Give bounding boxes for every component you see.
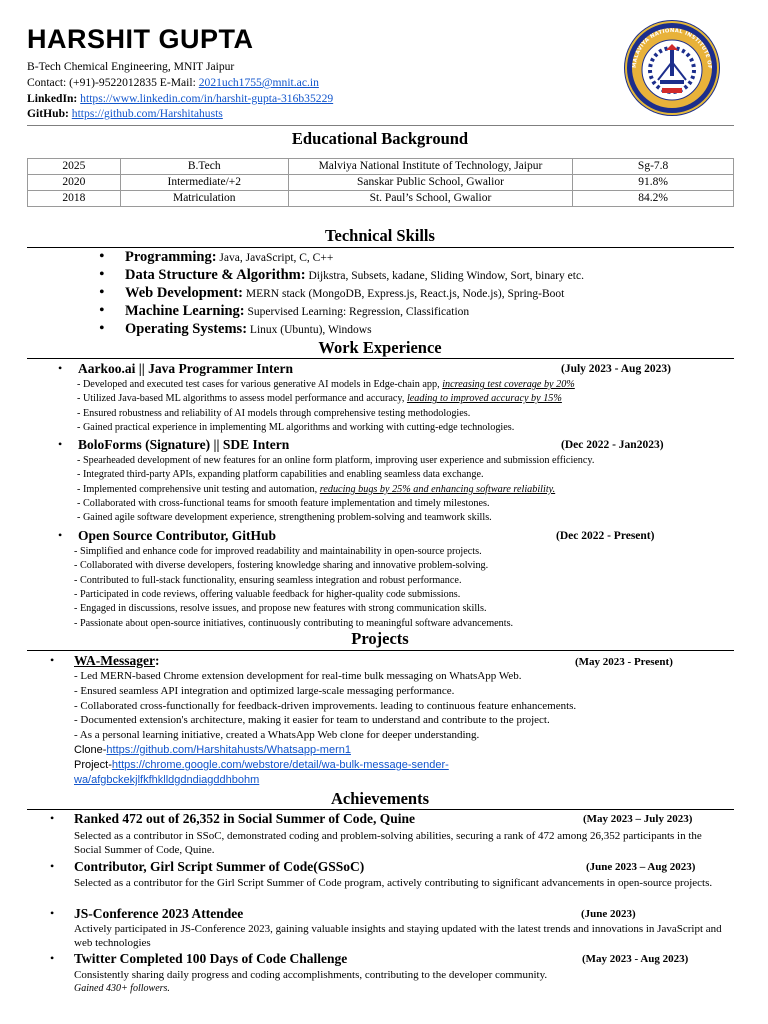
project-link[interactable]: https://chrome.google.com/webstore/detail/wa-bulk-message-sender- — [111, 759, 449, 771]
header-divider — [27, 125, 734, 126]
job-line-text: - Passionate about open-source initiatives, continuously contributing to meaningful software advancements. — [74, 617, 514, 629]
project-line: - Documented extension's architecture, making it easier for team to understand and contribute to the project. — [74, 714, 550, 727]
achievement-date: (May 2023 – July 2023) — [583, 813, 693, 825]
clone-line — [74, 743, 351, 757]
mnit-institute-seal-icon — [622, 18, 722, 118]
job-bullet-line — [77, 392, 562, 405]
achievement-bullet: • — [50, 951, 55, 965]
skill-key: Web Development: — [125, 285, 243, 301]
achievements-divider — [27, 809, 734, 810]
job-bullet-line — [77, 378, 575, 391]
clone-link[interactable]: https://github.com/Harshitahusts/Whatsapp-mern1 — [106, 744, 351, 756]
skill-text — [103, 303, 470, 319]
job-bullet-line — [77, 421, 514, 434]
education-degree-cell: Matriculation — [120, 191, 288, 207]
skill-item — [99, 266, 584, 284]
project-line: - Collaborated cross-functionally for feedback-driven improvements. leading to continuous feature enhancements. — [74, 699, 577, 712]
skill-value: Java, JavaScript, C, C++ — [216, 252, 334, 264]
project-line: - Led MERN-based Chrome extension development for real-time bulk messaging on WhatsApp Web. — [74, 670, 522, 682]
project-line: - As a personal learning initiative, created a WhatsApp Web clone for deeper understanding. — [74, 729, 480, 742]
resume-name: HARSHIT GUPTA — [27, 24, 254, 54]
github-line — [27, 106, 223, 121]
skill-text — [103, 249, 334, 265]
job-date: (Dec 2022 - Jan2023) — [561, 439, 664, 451]
skill-text — [103, 321, 372, 337]
bullet-icon: • — [99, 320, 105, 337]
job-line-text: - Developed and executed test cases for various generative AI models in Edge-chain app, — [77, 379, 443, 390]
skills-title: Technical Skills — [325, 226, 435, 245]
achievement-title: JS-Conference 2023 Attendee — [74, 906, 244, 921]
project-link-label: Project- — [74, 759, 112, 771]
education-score-cell: 84.2% — [573, 191, 734, 207]
skill-value: Dijkstra, Subsets, kadane, Sliding Window, Sort, binary etc. — [305, 270, 584, 282]
project-line: - Ensured seamless API integration and optimized large-scale messaging performance. — [74, 684, 455, 697]
github-link[interactable]: https://github.com/Harshitahusts — [71, 107, 223, 120]
achievement-date: (June 2023 – Aug 2023) — [586, 861, 696, 873]
job-line-text: - Simplified and enhance code for improved readability and maintainability in open-source projects. — [74, 546, 482, 557]
project-name-suffix: : — [154, 653, 160, 668]
job-line-text: - Engaged in discussions, resolve issues, and propose new features with strong communication skills. — [74, 603, 487, 615]
education-row — [28, 191, 734, 207]
achievement-bullet: • — [50, 859, 55, 873]
education-degree-cell: B.Tech — [120, 159, 288, 175]
achievement-title: Twitter Completed 100 Days of Code Challenge — [74, 951, 348, 966]
achievement-description: Selected as a contributor for the Girl Script Summer of Code program, actively contributing to significant advancements in open-source projects. — [74, 877, 713, 889]
projects-divider — [27, 650, 734, 651]
email-link[interactable]: 2021uch1755@mnit.ac.in — [198, 76, 319, 89]
job-bullet: • — [58, 528, 63, 542]
skill-text — [103, 285, 565, 301]
project-link-line-2 — [74, 773, 259, 787]
education-school-cell: Malviya National Institute of Technology, Jaipur — [288, 159, 573, 175]
education-row — [28, 159, 734, 175]
clone-label: Clone- — [74, 744, 107, 756]
job-title: Aarkoo.ai || Java Programmer Intern — [78, 361, 294, 376]
achievement-footnote: Gained 430+ followers. — [74, 983, 170, 994]
achievement-bullet: • — [50, 906, 55, 920]
job-line-highlight: reducing bugs by 25% and enhancing software reliability. — [319, 483, 556, 495]
education-table — [27, 158, 734, 207]
job-date: (July 2023 - Aug 2023) — [561, 363, 671, 375]
job-line-text: - Utilized Java-based ML algorithms to assess model performance and accuracy, — [77, 393, 407, 405]
education-title: Educational Background — [291, 129, 469, 148]
svg-text:MALAVIYA NATIONAL INSTITUTE OF: MALAVIYA NATIONAL INSTITUTE OF — [631, 27, 713, 70]
education-year-cell: 2020 — [28, 175, 121, 191]
bullet-icon: • — [99, 266, 105, 283]
achievement-description: Consistently sharing daily progress and coding accomplishments, contributing to the developer community. — [74, 969, 548, 981]
project-link-continued[interactable]: wa/afgbckekjlfkfhklldgdndiagddhbohm — [74, 774, 260, 786]
job-line-text: - Participated in code reviews, offering valuable feedback for higher-quality code submissions. — [74, 588, 461, 600]
linkedin-link[interactable]: https://www.linkedin.com/in/harshit-gupta-316b35229 — [80, 92, 334, 105]
skill-item — [99, 248, 334, 266]
project-link-line — [74, 758, 449, 772]
job-bullet-line — [74, 588, 460, 601]
job-line-text: - Integrated third-party APIs, expanding platform capabilities and enabling seamless data exchange. — [77, 469, 484, 481]
job-bullet-line — [77, 483, 555, 496]
job-bullet: • — [58, 437, 63, 451]
bullet-icon: • — [99, 248, 105, 265]
achievement-description: Selected as a contributor in SSoC, demonstrated coding and problem-solving abilities, securing a rank of 472 among 26,352 participants in the Social Summer of Code, Quine. — [74, 830, 702, 856]
education-school-cell: Sanskar Public School, Gwalior — [288, 175, 573, 191]
job-line-text: - Collaborated with cross-functional teams for smooth feature implementation and timely milestones. — [77, 497, 490, 509]
skill-key: Operating Systems: — [125, 321, 248, 337]
job-line-highlight: leading to improved accuracy by 15% — [406, 393, 562, 405]
job-line-text: - Ensured robustness and reliability of AI models through comprehensive testing methodologies. — [77, 407, 471, 419]
job-bullet-line — [74, 574, 462, 587]
achievement-title: Contributor, Girl Script Summer of Code(GSSoC) — [74, 859, 365, 874]
skill-item — [99, 320, 372, 338]
skill-value: Supervised Learning: Regression, Classification — [244, 306, 470, 318]
job-bullet-line — [74, 545, 482, 558]
achievement-bullet: • — [50, 811, 55, 825]
job-line-text: - Collaborated with diverse developers, fostering knowledge sharing and innovative problem-solving. — [74, 560, 489, 572]
education-school-cell: St. Paul’s School, Gwalior — [288, 191, 573, 207]
contact-label: Contact: (+91)-9522012835 E-Mail: — [27, 76, 199, 89]
skill-item — [99, 302, 470, 320]
skill-value: Linux (Ubuntu), Windows — [247, 324, 372, 336]
skill-key: Programming: — [125, 249, 217, 265]
education-year-cell: 2025 — [28, 159, 121, 175]
job-bullet-line — [74, 602, 487, 615]
achievement-title: Ranked 472 out of 26,352 in Social Summer of Code, Quine — [74, 811, 416, 826]
skill-item — [99, 284, 565, 302]
achievement-description: Actively participated in JS-Conference 2023, gaining valuable insights and staying updated with the latest trends and innovations in JavaScript and web technologies — [74, 923, 722, 949]
achievements-title: Achievements — [330, 789, 430, 808]
achievement-date: (June 2023) — [581, 908, 636, 920]
job-date: (Dec 2022 - Present) — [556, 530, 655, 542]
job-bullet-line — [77, 511, 492, 524]
skill-value: MERN stack (MongoDB, Express.js, React.js, Node.js), Spring-Boot — [243, 288, 565, 300]
job-bullet-line — [77, 468, 484, 481]
degree-line: B-Tech Chemical Engineering, MNIT Jaipur — [27, 60, 235, 73]
job-line-text: - Gained agile software development experience, strengthening problem-solving and teamwork skills. — [77, 512, 492, 524]
education-year-cell: 2018 — [28, 191, 121, 207]
achievement-date: (May 2023 - Aug 2023) — [582, 953, 689, 965]
job-bullet-line — [74, 617, 513, 630]
job-line-text: - Spearheaded development of new features for an online form platform, improving user experience and submission efficiency. — [77, 455, 595, 466]
linkedin-line — [27, 91, 333, 106]
job-line-text: - Implemented comprehensive unit testing and automation, — [77, 483, 320, 495]
skill-key: Machine Learning: — [125, 303, 245, 319]
work-divider — [27, 358, 734, 359]
job-bullet-line — [77, 497, 490, 510]
job-bullet: • — [58, 361, 63, 375]
skill-text — [103, 267, 584, 283]
github-label: GitHub: — [27, 107, 69, 120]
job-title: BoloForms (Signature) || SDE Intern — [78, 437, 290, 452]
education-row — [28, 175, 734, 191]
job-line-text: - Contributed to full-stack functionality, ensuring seamless integration and robust performance. — [74, 574, 462, 586]
projects-title: Projects — [351, 629, 409, 648]
contact-line — [27, 75, 319, 90]
job-line-highlight: increasing test coverage by 20% — [442, 379, 575, 390]
linkedin-label: LinkedIn: — [27, 92, 78, 105]
project-name-line — [74, 653, 159, 669]
education-score-cell: 91.8% — [573, 175, 734, 191]
skills-divider — [27, 247, 734, 248]
education-score-cell: Sg-7.8 — [573, 159, 734, 175]
education-degree-cell: Intermediate/+2 — [120, 175, 288, 191]
job-title: Open Source Contributor, GitHub — [78, 528, 277, 543]
project-name: WA-Messager — [74, 653, 155, 668]
skill-key: Data Structure & Algorithm: — [125, 267, 306, 283]
project-date: (May 2023 - Present) — [575, 656, 673, 668]
bullet-icon: • — [99, 284, 105, 301]
project-bullet: • — [50, 653, 55, 667]
job-line-text: - Gained practical experience in implementing ML algorithms and working with cutting-edge technologies. — [77, 421, 515, 433]
job-bullet-line — [77, 407, 470, 420]
bullet-icon: • — [99, 302, 105, 319]
job-bullet-line — [74, 559, 488, 572]
job-bullet-line — [77, 454, 594, 467]
work-title: Work Experience — [318, 338, 442, 357]
